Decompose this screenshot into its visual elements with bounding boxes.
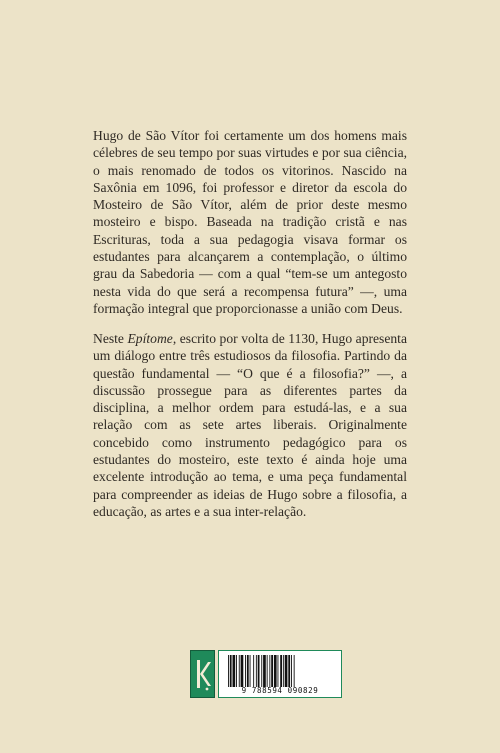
publisher-k-logo-icon xyxy=(190,650,215,698)
synopsis-paragraph-1 xyxy=(93,127,407,317)
barcode-digits: 9 788594 090829 xyxy=(241,686,319,695)
paragraph-1-text: Hugo de São Vítor foi certamente um dos homens mais célebres de seu tempo por suas virtudes e por sua ciência, o mais renomado de todos os vitorinos. Nascido na Saxônia em 1096, foi professor e diretor da escola do Mosteiro de São Vítor, além de prior deste mesmo mosteiro e bispo. Baseada na tradição cristã e nas Escrituras, toda a sua pedagogia visava formar os estudantes para alcançarem a contemplação, o último grau da Sabedoria — com a qual “tem-se um antegosto nesta vida do que será a recompensa futura” —, uma formação integral que proporcionasse a união com Deus. xyxy=(93,128,407,316)
paragraph-2-lead: Neste xyxy=(93,331,128,346)
barcode-area xyxy=(190,650,342,698)
synopsis-paragraph-2 xyxy=(93,330,407,520)
paragraph-2-text xyxy=(93,330,407,520)
barcode xyxy=(218,650,342,698)
barcode-bars xyxy=(228,655,334,687)
book-title-italic: Epítome xyxy=(127,331,173,346)
paragraph-2-rest: , escrito por volta de 1130, Hugo apresenta um diálogo entre três estudiosos da filosofia. Partindo da questão fundamental — “O que é a filosofia?” —, a discussão prossegue para as diferentes partes da disciplina, a melhor ordem para estudá-las, e a sua relação com as sete artes liberais. Originalmente concebido como instrumento pedagógico para os estudantes do mosteiro, este texto é ainda hoje uma excelente introdução ao tema, e uma peça fundamental para compreender as ideias de Hugo sobre a filosofia, a educação, as artes e a sua inter-relação. xyxy=(93,331,407,519)
